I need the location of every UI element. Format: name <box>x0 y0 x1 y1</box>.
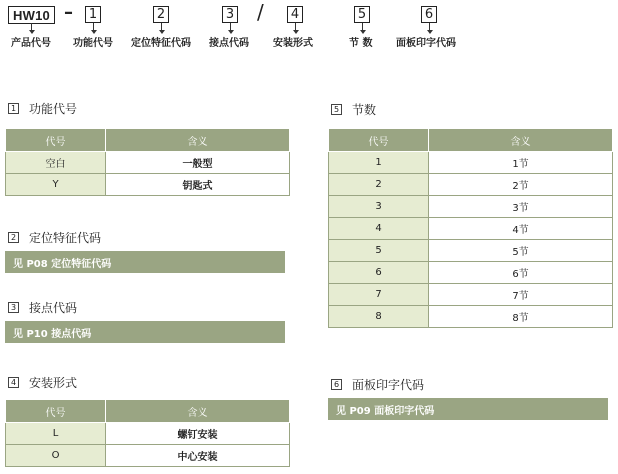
table-header: 含义 <box>106 129 290 152</box>
code-cell: 4 <box>329 218 429 240</box>
table-row <box>329 262 613 284</box>
label-mounting-form: 安装形式 <box>273 38 313 49</box>
table-row <box>329 240 613 262</box>
code-cell: 7 <box>329 284 429 306</box>
table-row <box>329 196 613 218</box>
section-count-table <box>328 128 613 328</box>
section-title-text: 安装形式 <box>29 376 78 390</box>
table-header: 代号 <box>6 129 106 152</box>
meaning-cell: 2节 <box>429 174 613 196</box>
meaning-cell: 钥匙式 <box>106 174 290 196</box>
table-header: 含义 <box>429 129 613 152</box>
section-title-function <box>8 100 77 117</box>
section-title-panel-print <box>331 376 424 393</box>
code-box-4: 4 <box>287 6 303 23</box>
table-row <box>6 423 290 445</box>
code-cell: 6 <box>329 262 429 284</box>
section-title-text: 节数 <box>352 103 377 117</box>
code-box-3: 3 <box>222 6 238 23</box>
meaning-cell: 中心安装 <box>106 445 290 467</box>
arrow-down-icon <box>31 23 32 31</box>
section-number: 5 <box>331 104 342 115</box>
table-row <box>6 152 290 174</box>
label-contact-code: 接点代码 <box>209 38 249 49</box>
label-function-code: 功能代号 <box>73 38 113 49</box>
arrow-down-icon <box>93 23 94 31</box>
section-title-positioning <box>8 229 101 246</box>
table-row <box>6 445 290 467</box>
section-number: 2 <box>8 232 19 243</box>
section-title-text: 定位特征代码 <box>29 231 102 245</box>
arrow-down-icon <box>362 23 363 31</box>
meaning-cell: 螺钉安装 <box>106 423 290 445</box>
label-section-count: 节 数 <box>349 38 373 49</box>
mounting-table <box>5 399 290 467</box>
code-cell: 5 <box>329 240 429 262</box>
meaning-cell: 7节 <box>429 284 613 306</box>
meaning-cell: 一般型 <box>106 152 290 174</box>
section-number: 6 <box>331 379 342 390</box>
table-row <box>329 174 613 196</box>
table-row <box>329 284 613 306</box>
section-title-text: 面板印字代码 <box>352 378 425 392</box>
table-header: 含义 <box>106 400 290 423</box>
positioning-reference: 见 P08 定位特征代码 <box>5 251 285 273</box>
code-cell: 2 <box>329 174 429 196</box>
section-title-contact <box>8 299 77 316</box>
function-code-table <box>5 128 290 196</box>
meaning-cell: 6节 <box>429 262 613 284</box>
code-cell: 空白 <box>6 152 106 174</box>
label-product-code: 产品代号 <box>11 38 51 49</box>
code-cell: O <box>6 445 106 467</box>
meaning-cell: 4节 <box>429 218 613 240</box>
section-title-mounting <box>8 374 77 391</box>
table-row <box>329 218 613 240</box>
section-title-text: 功能代号 <box>29 102 78 116</box>
table-row <box>329 306 613 328</box>
code-cell: 8 <box>329 306 429 328</box>
code-box-1: 1 <box>85 6 101 23</box>
section-number: 3 <box>8 302 19 313</box>
code-cell: Y <box>6 174 106 196</box>
arrow-down-icon <box>230 23 231 31</box>
code-box-2: 2 <box>153 6 169 23</box>
meaning-cell: 5节 <box>429 240 613 262</box>
section-number: 4 <box>8 377 19 388</box>
product-code-box: HW10 <box>8 6 55 24</box>
table-header: 代号 <box>329 129 429 152</box>
code-box-6: 6 <box>421 6 437 23</box>
meaning-cell: 3节 <box>429 196 613 218</box>
meaning-cell: 1节 <box>429 152 613 174</box>
section-number: 1 <box>8 103 19 114</box>
separator-slash: / <box>257 0 264 24</box>
section-title-text: 接点代码 <box>29 301 78 315</box>
arrow-down-icon <box>429 23 430 31</box>
separator-dash: – <box>64 2 73 23</box>
code-box-5: 5 <box>354 6 370 23</box>
contact-reference: 见 P10 接点代码 <box>5 321 285 343</box>
code-cell: L <box>6 423 106 445</box>
panel-print-reference: 见 P09 面板印字代码 <box>328 398 608 420</box>
code-cell: 3 <box>329 196 429 218</box>
section-title-section-count <box>331 101 376 118</box>
table-row <box>6 174 290 196</box>
arrow-down-icon <box>295 23 296 31</box>
table-row <box>329 152 613 174</box>
code-cell: 1 <box>329 152 429 174</box>
label-positioning-code: 定位特征代码 <box>131 38 191 49</box>
arrow-down-icon <box>161 23 162 31</box>
table-header: 代号 <box>6 400 106 423</box>
label-panel-print-code: 面板印字代码 <box>396 38 456 49</box>
meaning-cell: 8节 <box>429 306 613 328</box>
